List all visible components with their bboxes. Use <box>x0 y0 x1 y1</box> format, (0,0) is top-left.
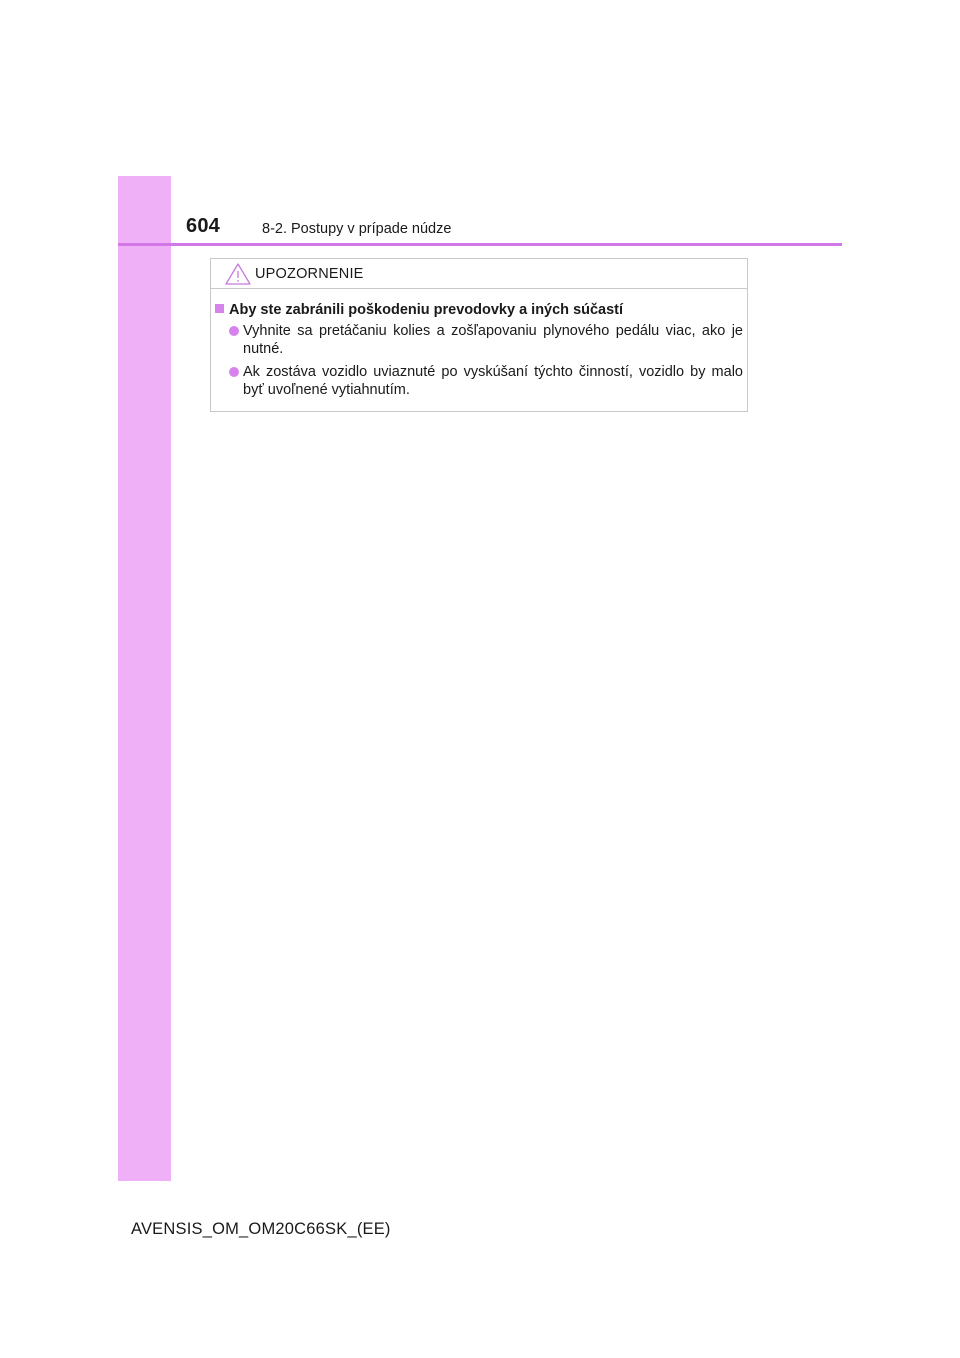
caution-bullet-item <box>229 363 743 399</box>
caution-label: UPOZORNENIE <box>255 266 364 282</box>
page-number: 604 <box>186 215 220 237</box>
document-code: AVENSIS_OM_OM20C66SK_(EE) <box>131 1220 391 1238</box>
caution-box <box>210 258 748 412</box>
caution-bullet-text: Vyhnite sa pretáčaniu kolies a zošľapovaniu plynového pedálu viac, ako je nutné. <box>243 323 743 357</box>
header-rule <box>118 243 842 246</box>
caution-bullet-text: Ak zostáva vozidlo uviaznuté po vyskúšaní týchto činností, vozidlo by malo byť uvoľnené vytiahnutím. <box>243 364 743 398</box>
caution-bullet-item <box>229 322 743 358</box>
warning-triangle-icon <box>224 262 252 286</box>
section-title: 8-2. Postupy v prípade núdze <box>262 221 452 237</box>
caution-header <box>211 259 747 289</box>
round-bullet-icon <box>229 367 239 377</box>
caution-item-heading <box>215 301 623 319</box>
square-bullet-icon <box>215 304 224 313</box>
round-bullet-icon <box>229 326 239 336</box>
caution-heading-text: Aby ste zabránili poškodeniu prevodovky a iných súčastí <box>229 302 624 318</box>
chapter-side-band <box>118 176 171 1181</box>
